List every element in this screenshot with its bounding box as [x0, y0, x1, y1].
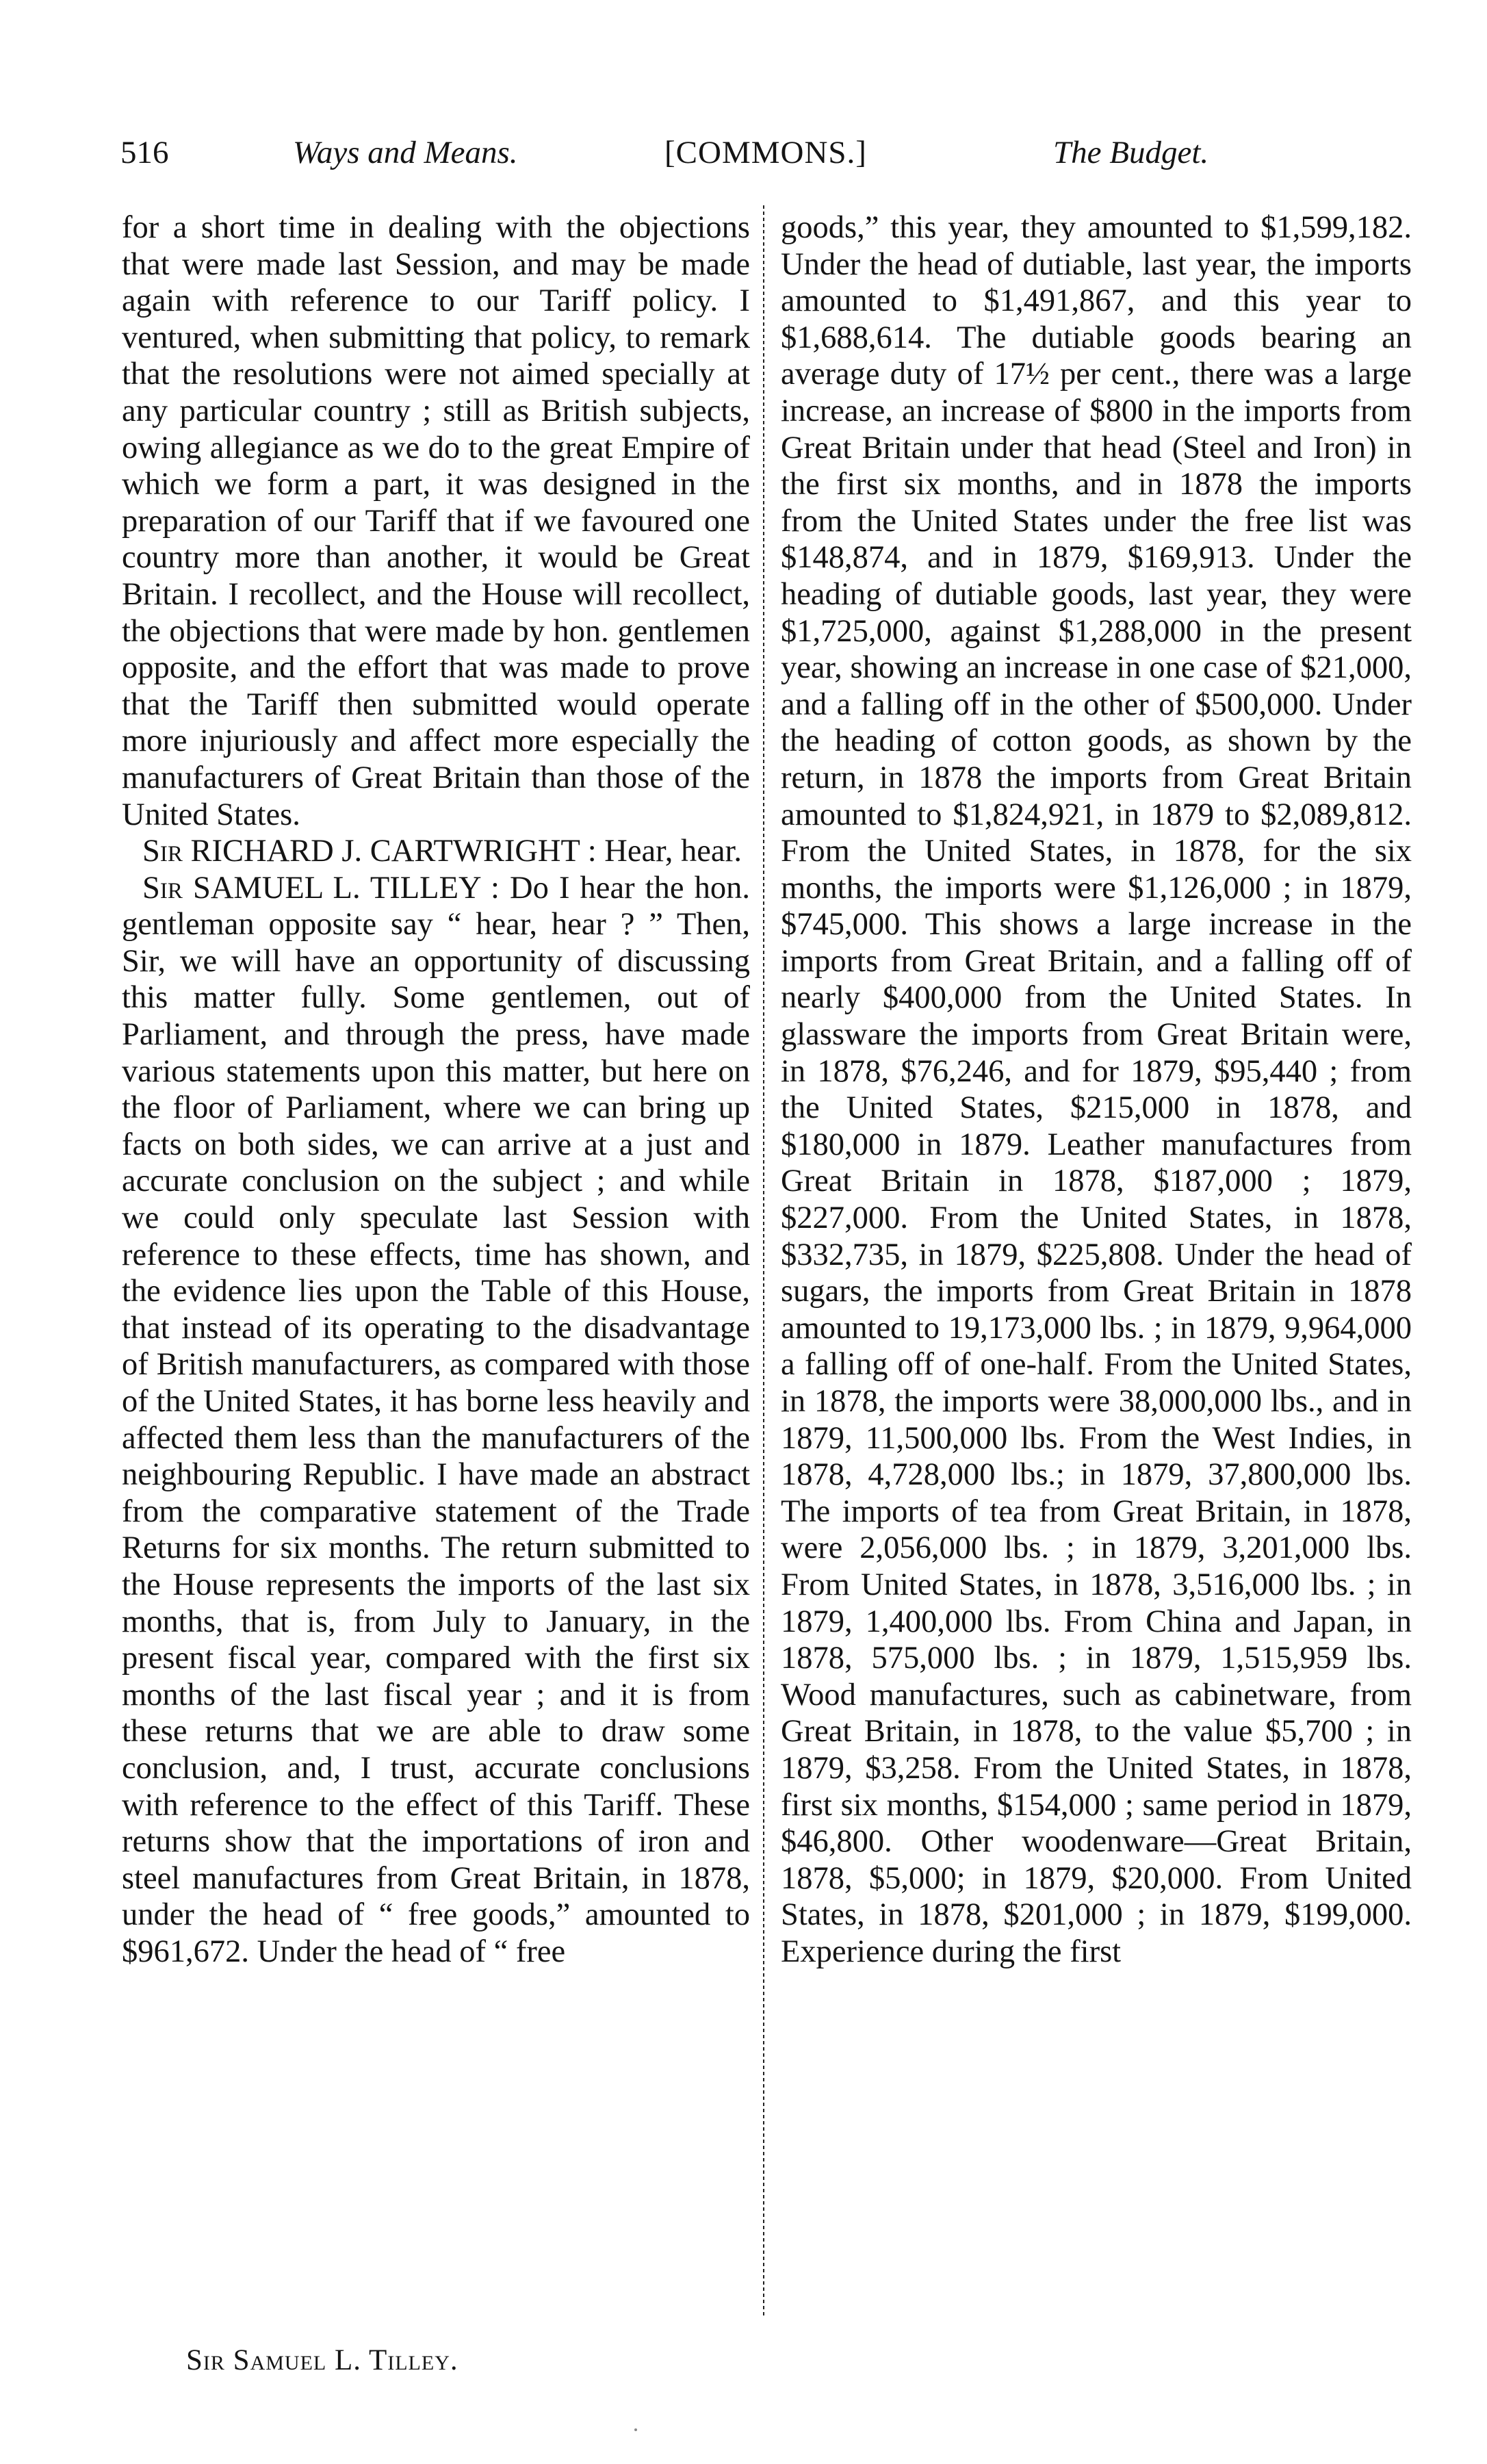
paragraph — [122, 833, 750, 870]
paragraph: goods,” this year, they amounted to $1,599,182. Under the head of dutiable, last year, the imports amounted to $1,491,867, and this year to $1,688,614. The dutiable goods bearing an average duty of 17½ per cent., there was a large increase, an increase of $800 in the imports from Great Britain under that head (Steel and Iron) in the first six months, and in 1878 the imports from the United States under the free list was $148,874, and in 1879, $169,913. Under the heading of dutiable goods, last year, they were $1,725,000, against $1,288,000 in the present year, showing an increase in one case of $21,000, and a falling off in the other of $500,000. Under the heading of cotton goods, as shown by the return, in 1878 the imports from Great Britain amounted to $1,824,921, in 1879 to $2,089,812. From the United States, in 1878, for the six months, the imports were $1,126,000 ; in 1879, $745,000. This shows a large increase in the imports from Great Britain, and a falling off of nearly $400,000 from the United States. In glassware the imports from Great Britain were, in 1878, $76,246, and for 1879, $95,440 ; from the United States, $215,000 in 1878, and $180,000 in 1879. Leather manufactures from Great Britain in 1878, $187,000 ; 1879, $227,000. From the United States, in 1878, $332,735, in 1879, $225,808. Under the head of sugars, the imports from Great Britain in 1878 amounted to 19,173,000 lbs. ; in 1879, 9,964,000 a falling off of one-half. From the United States, in 1878, the imports were 38,000,000 lbs., and in 1879, 11,500,000 lbs. From the West Indies, in 1878, 4,728,000 lbs.; in 1879, 37,800,000 lbs. The imports of tea from Great Britain, in 1878, were 2,056,000 lbs. ; in 1879, 3,201,000 lbs. From United States, in 1878, 3,516,000 lbs. ; in 1879, 1,400,000 lbs. From China and Japan, in 1878, 575,000 lbs. ; in 1879, 1,515,959 lbs. Wood manufactures, such as cabinetware, from Great Britain, in 1878, to the value $5,700 ; in 1879, $3,258. From the United States, in 1878, first six months, $154,000 ; same period in 1879, $46,800. Other woodenware—Great Britain, 1878, $5,000; in 1879, $20,000. From United States, in 1878, $201,000 ; in 1879, $199,000. Experience during the first — [781, 210, 1412, 1969]
right-column — [781, 209, 1412, 1971]
print-speck — [634, 2428, 637, 2431]
page-number: 516 — [120, 135, 169, 170]
speech-text: Do I hear the hon. gentleman opposite say “ hear, hear ? ” Then, Sir, we will have an opportunity of discussing this matter fully. Some gentlemen, out of Parliament, and through the press, have made various statements upon this matter, but here on the floor of Parliament, where we can bring up facts on both sides, we can arrive at a just and accurate conclusion on the subject ; and while we could only speculate last Session with reference to these effects, time has shown, and the evidence lies upon the Table of this House, that instead of its operating to the disadvantage of British manufacturers, as compared with those of the United States, it has borne less heavily and affected them less than the manufacturers of the neighbouring Republic. I have made an abstract from the comparative statement of the Trade Returns for six months. The return submitted to the House represents the imports of the last six months, that is, from July to January, in the present fiscal year, compared with the first six months of the last fiscal year ; and it is from these returns that we are able to draw some conclusion, and, I trust, accurate conclusions with reference to the effect of this Tariff. These returns show that the importations of iron and steel manufactures from Great Britain, in 1878, under the head of “ free goods,” amounted to $961,672. Under the head of “ free — [122, 870, 750, 1969]
chamber-label: [COMMONS.] — [664, 135, 867, 170]
speaker-name: Sir SAMUEL L. TILLEY : — [142, 870, 500, 906]
left-column — [122, 209, 750, 1971]
footer-speaker: Sir Samuel L. Tilley. — [186, 2344, 458, 2376]
paragraph: for a short time in dealing with the objections that were made last Session, and may be made again with reference to our Tariff policy. I ventured, when submitting that policy, to remark that the resolutions were not aimed specially at any particular country ; still as British subjects, owing allegiance as we do to the great Empire of which we form a part, it was designed in the preparation of our Tariff that if we favoured one country more than another, it would be Great Britain. I recollect, and the House will recollect, the objections that were made by hon. gentlemen opposite, and the effort that was made to prove that the Tariff then submitted would operate more injuriously and affect more especially the manufacturers of Great Britain than those of the United States. — [122, 210, 750, 832]
running-header — [120, 134, 1386, 189]
speech-text: Hear, hear. — [604, 834, 742, 869]
speaker-name: Sir RICHARD J. CARTWRIGHT : — [142, 834, 597, 869]
section-title-left: Ways and Means. — [293, 135, 518, 170]
section-title-right: The Budget. — [1053, 135, 1209, 170]
column-divider — [763, 205, 764, 2317]
paragraph — [122, 870, 750, 1971]
